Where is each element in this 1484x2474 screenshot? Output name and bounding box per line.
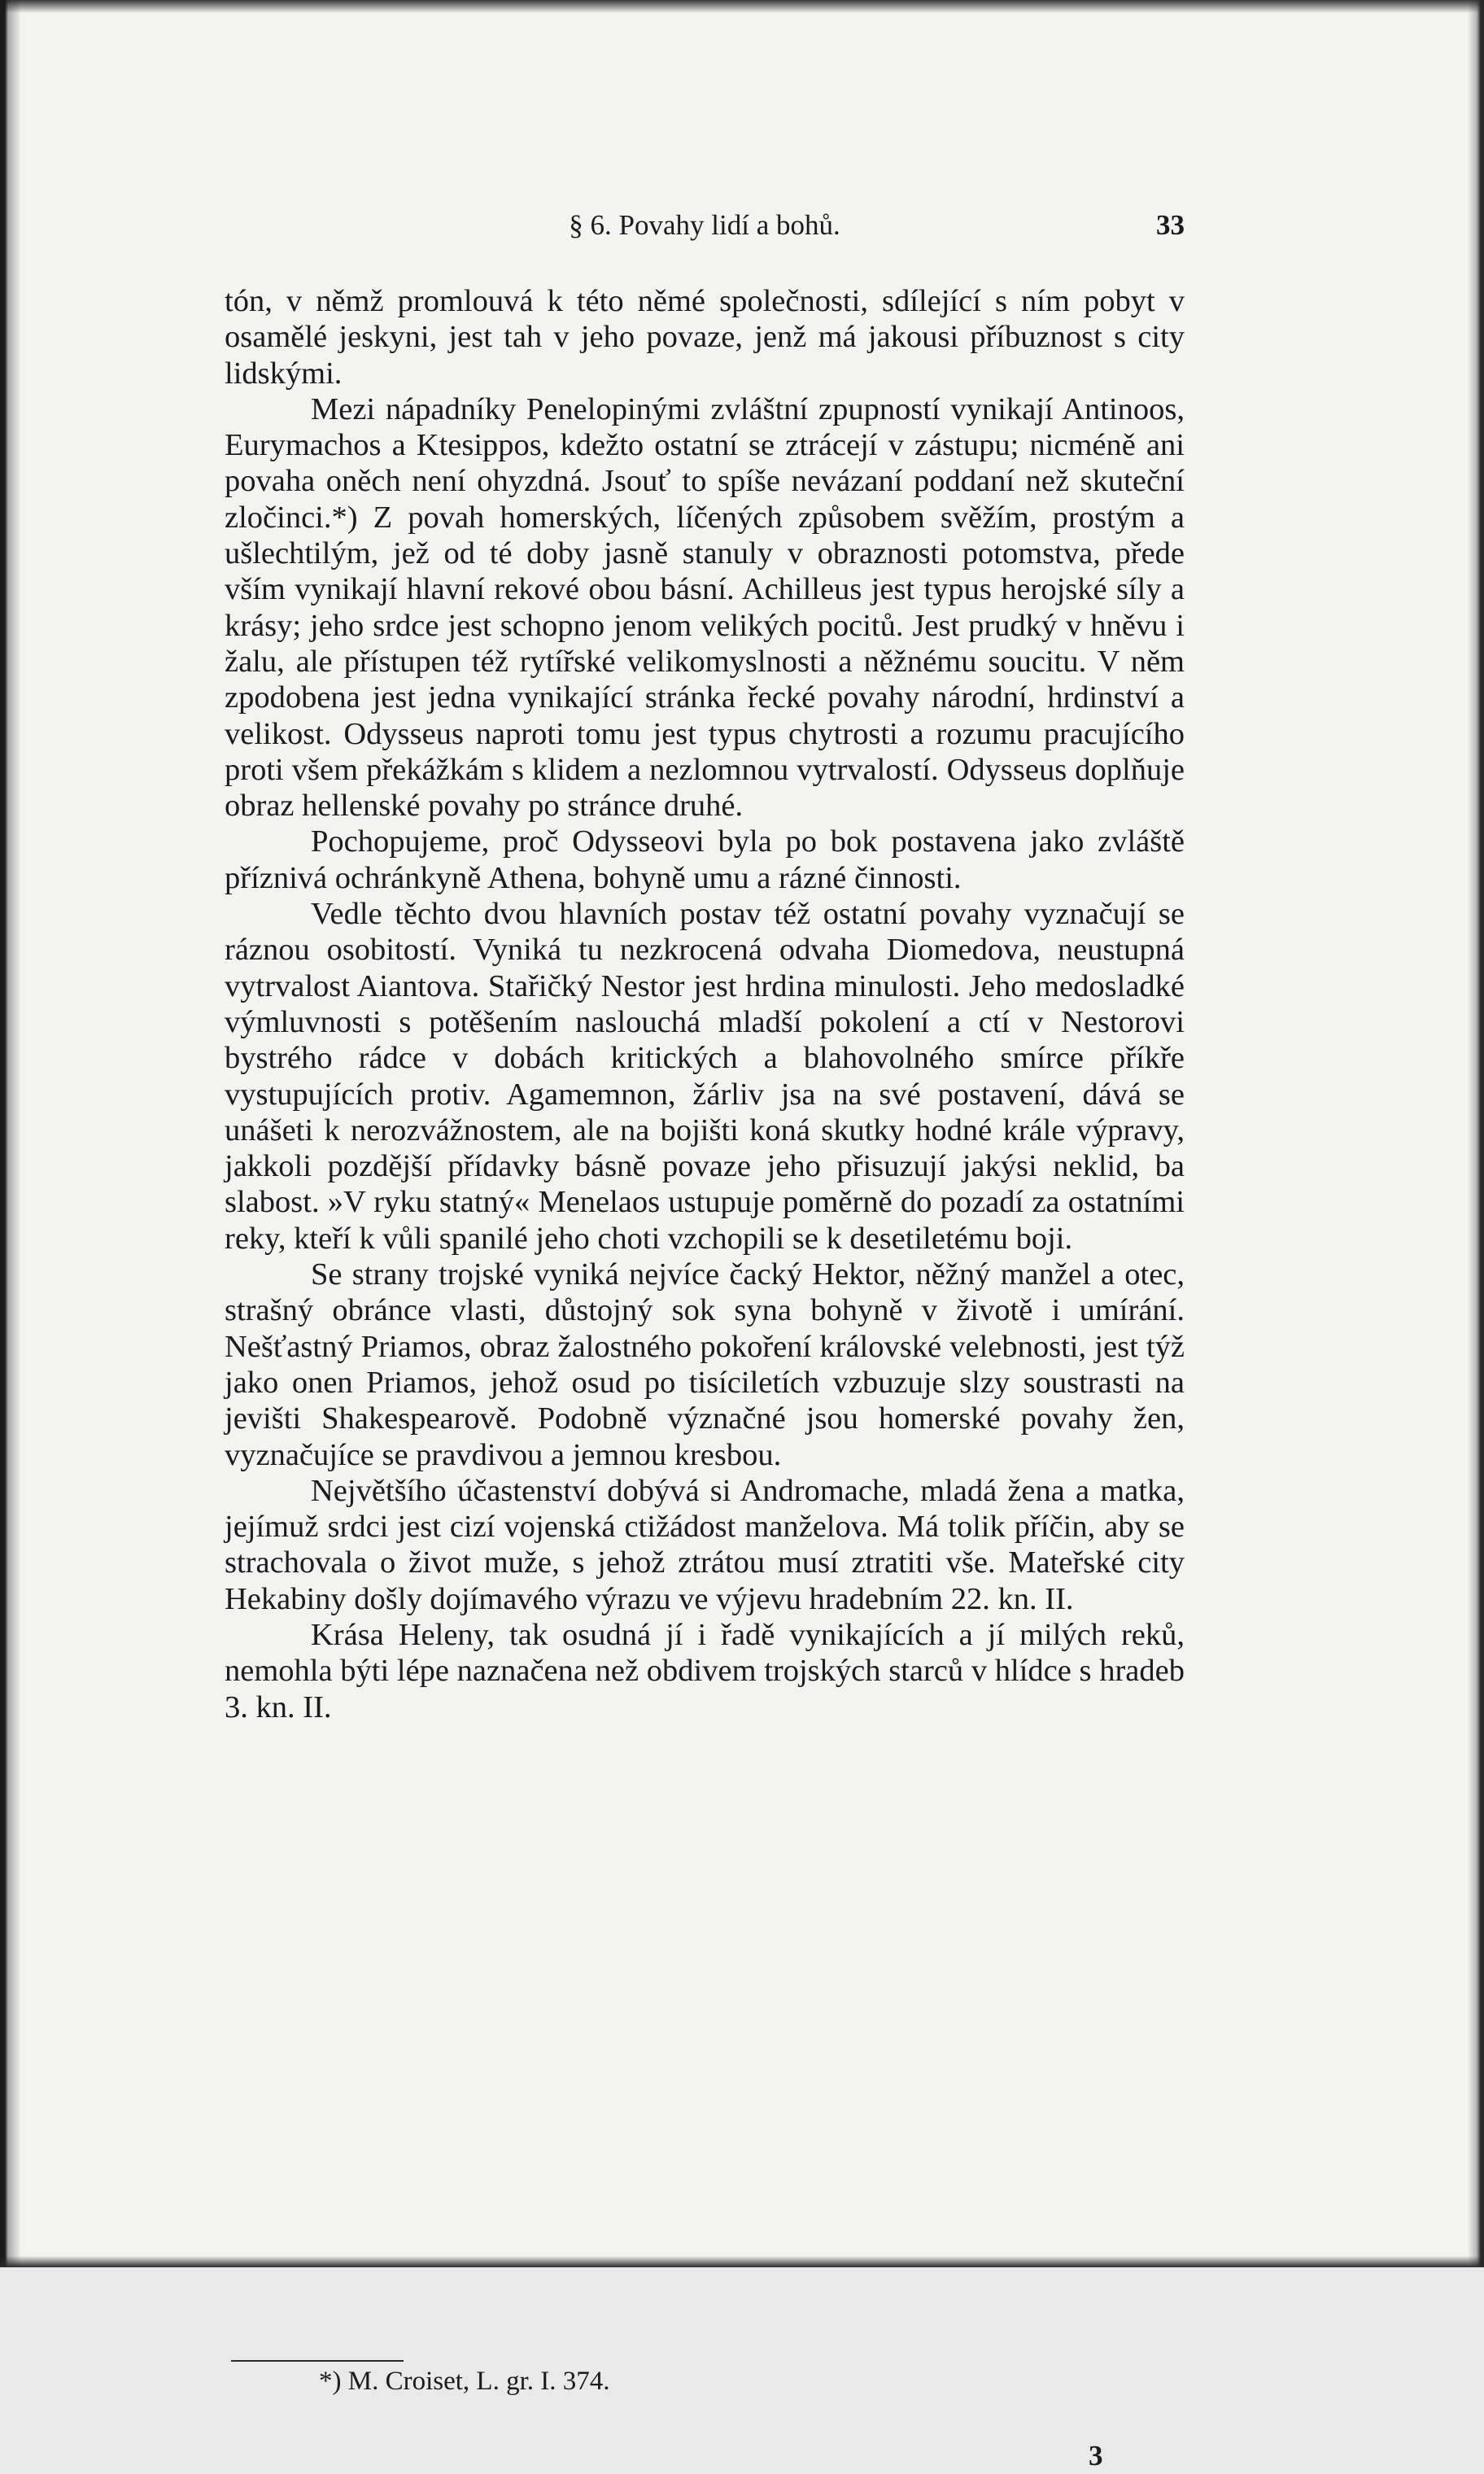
paragraph: Pochopujeme, proč Odysseovi byla po bok postavena jako zvláště příznivá ochránkyně Athena, bohyně umu a rázné činnosti. bbox=[225, 824, 1185, 895]
scan-edge-left bbox=[0, 0, 21, 2267]
footnote-rule bbox=[231, 2360, 404, 2362]
page-number: 33 bbox=[1156, 209, 1185, 241]
body-text bbox=[225, 283, 1185, 1725]
paragraph: Krása Heleny, tak osudná jí i řadě vynikajících a jí milých reků, nemohla býti lépe naznačena než obdivem trojských starců v hlídce s hradeb 3. kn. II. bbox=[225, 1617, 1185, 1724]
scan-edge-bottom bbox=[0, 2256, 1484, 2267]
scan-edge-top bbox=[0, 0, 1484, 13]
signature-mark: 3 bbox=[1089, 2440, 1103, 2472]
paragraph: Vedle těchto dvou hlavních postav též ostatní povahy vyznačují se ráznou osobitostí. Vyniká tu nezkrocená odvaha Diomedova, neustupná vytrvalost Aiantova. Stařičký Nestor jest hrdina minulosti. Jeho medosladké výmluvnosti s potěšením naslouchá mladší pokolení a ctí v Nestorovi bystrého rádce v dobách kritických a blahovolného smírce příkře vystupujících protiv. Agamemnon, žárliv jsa na své postavení, dává se unášeti k nerozvážnostem, ale na bojišti koná skutky hodné krále výpravy, jakkoli pozdější přídavky básně povaze jeho přisuzují jakýsi neklid, ba slabost. »V ryku statný« Menelaos ustupuje poměrně do pozadí za ostatními reky, kteří k vůli spanilé jeho choti vzchopili se k desetiletému boji. bbox=[225, 897, 1185, 1256]
running-title: § 6. Povahy lidí a bohů. bbox=[569, 209, 840, 241]
footnote: *) M. Croiset, L. gr. I. 374. bbox=[319, 2367, 610, 2396]
paragraph: Mezi nápadníky Penelopinými zvláštní zpupností vynikají Antinoos, Eurymachos a Ktesippos, kdežto ostatní se ztrácejí v zástupu; nicméně ani povaha oněch není ohyzdná. Jsouť to spíše nevázaní poddaní než skuteční zločinci.*) Z povah homerských, líčených způsobem svěžím, prostým a ušlechtilým, jež od té doby jasně stanuly v obraznosti potomstva, přede vším vynikají hlavní rekové obou básní. Achilleus jest typus herojské síly a krásy; jeho srdce jest schopno jenom velikých pocitů. Jest prudký v hněvu i žalu, ale přístupen též rytířské velikomyslnosti a něžnému soucitu. V něm zpodobena jest jedna vynikající stránka řecké povahy národní, hrdinství a velikost. Odysseus naproti tomu jest typus chytrosti a rozumu pracujícího proti všem překážkám s klidem a nezlomnou vytrvalostí. Odysseus doplňuje obraz hellenské povahy po stránce druhé. bbox=[225, 391, 1185, 824]
paragraph: Největšího účastenství dobývá si Andromache, mladá žena a matka, jejímuž srdci jest cizí vojenská ctižádost manželova. Má tolik příčin, aby se strachovala o život muže, s jehož ztrátou musí ztratiti vše. Mateřské city Hekabiny došly dojímavého výrazu ve výjevu hradebním 22. kn. II. bbox=[225, 1473, 1185, 1616]
running-header bbox=[225, 205, 1185, 246]
scan-edge-right bbox=[1468, 0, 1484, 2267]
paragraph: tón, v němž promlouvá k této němé společnosti, sdílející s ním pobyt v osamělé jeskyni, jest tah v jeho povaze, jenž má jakousi příbuznost s city lidskými. bbox=[225, 284, 1185, 391]
paragraph: Se strany trojské vyniká nejvíce čacký Hektor, něžný manžel a otec, strašný obránce vlasti, důstojný sok syna bohyně v životě i umírání. Nešťastný Priamos, obraz žalostného pokoření královské velebnosti, jest týž jako onen Priamos, jehož osud po tisíciletích vzbuzuje slzy soustrasti na jevišti Shakespearově. Podobně význačné jsou homerské povahy žen, vyznačujíce se pravdivou a jemnou kresbou. bbox=[225, 1257, 1185, 1472]
